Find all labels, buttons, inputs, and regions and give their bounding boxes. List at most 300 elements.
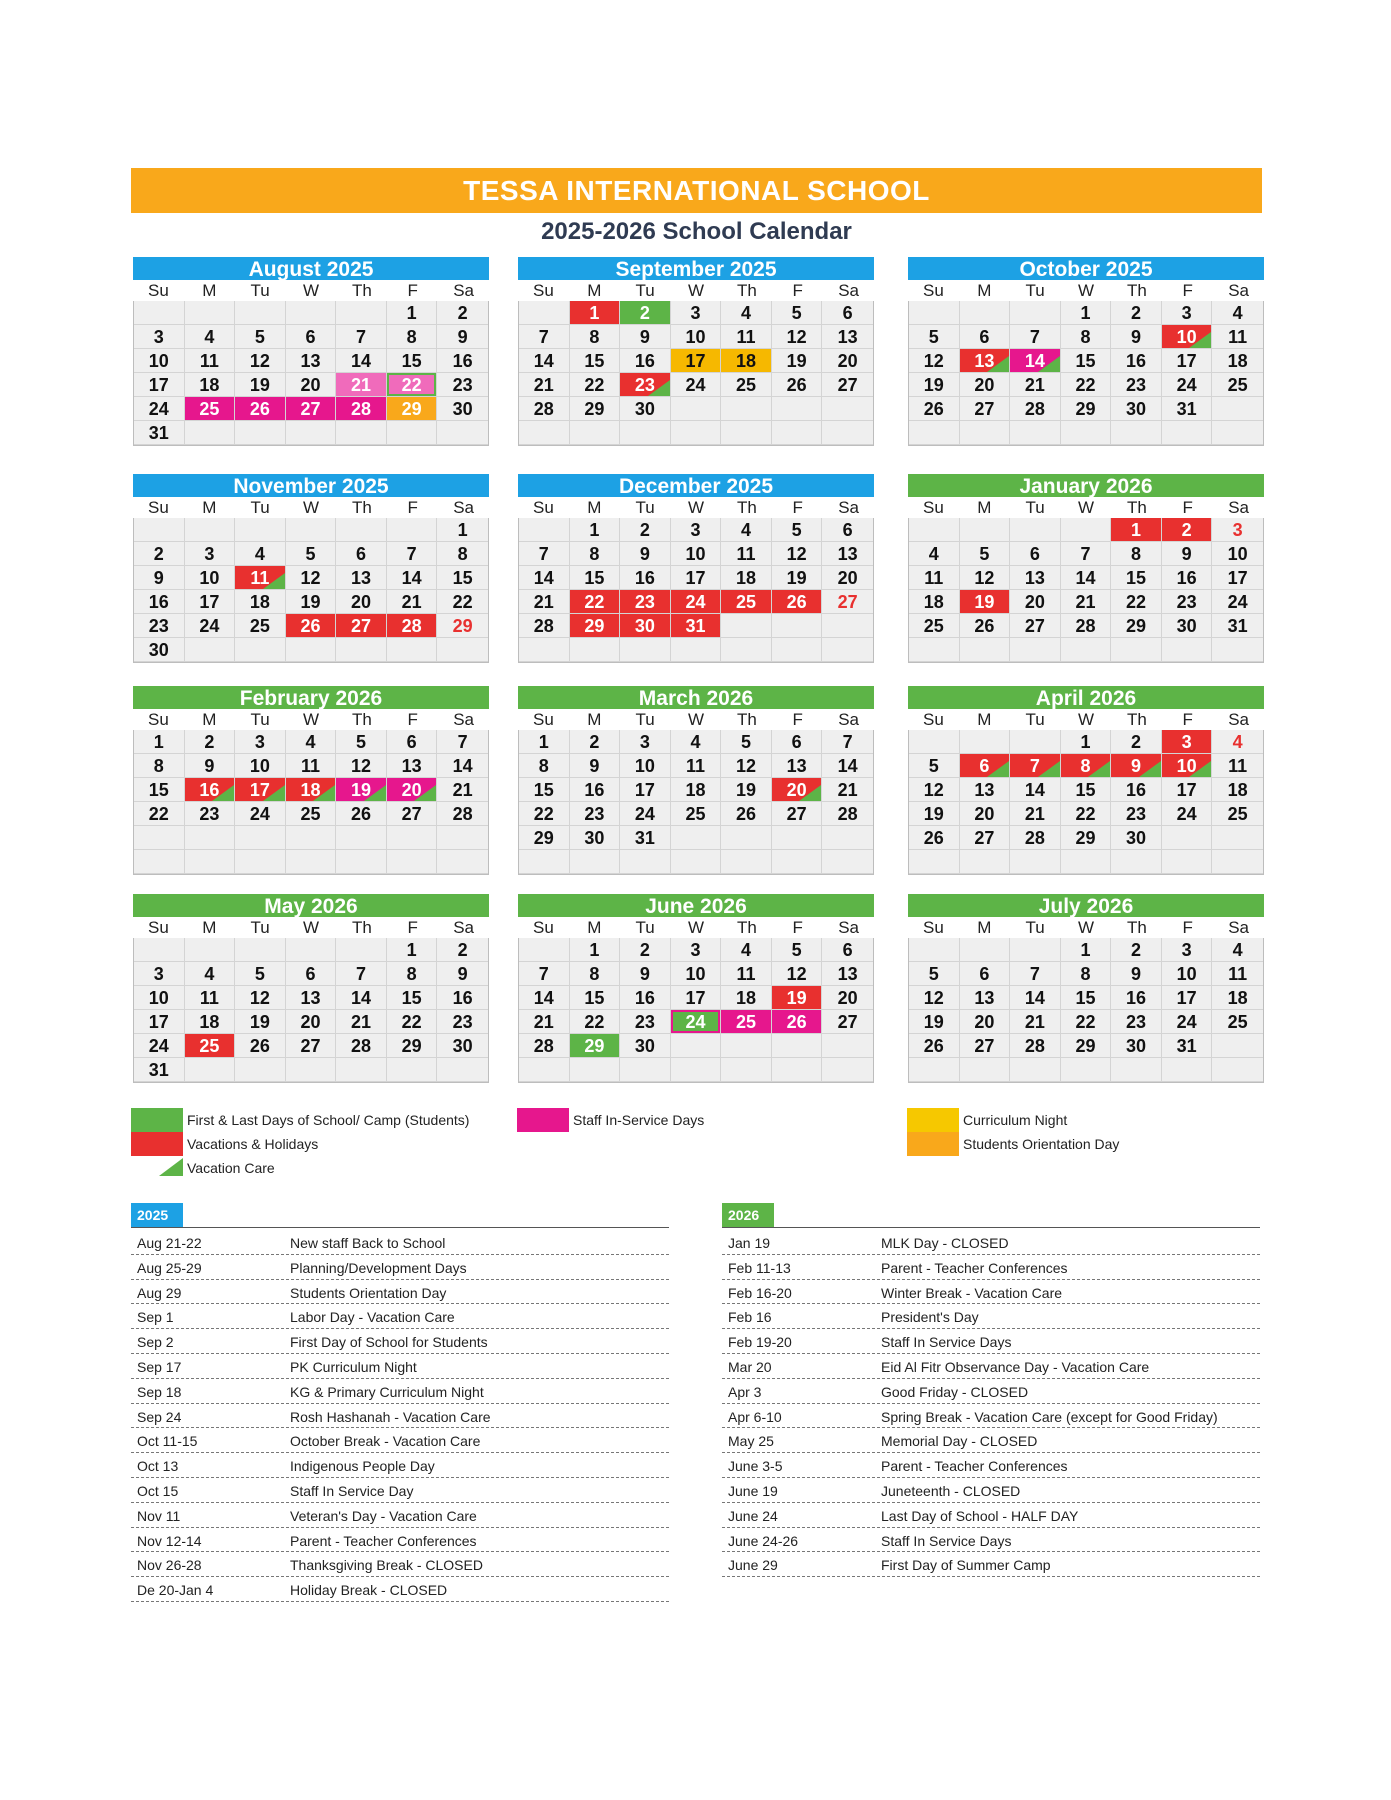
day-cell: 27 (772, 802, 823, 826)
event-row (722, 1379, 1260, 1404)
day-grid (518, 730, 874, 875)
day-cell: 21 (519, 590, 570, 614)
day-cell: 15 (134, 778, 185, 802)
legend-swatch-orientation (907, 1132, 959, 1156)
empty-cell (134, 518, 185, 542)
month-0 (133, 257, 489, 446)
day-cell: 7 (519, 325, 570, 349)
empty-cell (235, 301, 286, 325)
weekday-label: Sa (453, 710, 474, 729)
weekday-label: F (407, 281, 418, 300)
day-cell: 27 (822, 590, 873, 614)
day-cell: 26 (286, 614, 337, 638)
event-date: Apr 6-10 (728, 1408, 782, 1425)
legend-label-vacations: Vacations & Holidays (187, 1136, 319, 1152)
day-cell: 25 (721, 590, 772, 614)
day-cell: 19 (909, 802, 960, 826)
event-date: De 20-Jan 4 (137, 1582, 214, 1599)
day-cell: 5 (772, 518, 823, 542)
day-cell: 16 (620, 566, 671, 590)
day-cell: 14 (519, 349, 570, 373)
day-cell: 29 (570, 397, 621, 421)
empty-cell (185, 826, 236, 850)
day-cell: 18 (1212, 349, 1263, 373)
weekday-label: W (687, 498, 705, 517)
day-cell: 17 (671, 986, 722, 1010)
day-cell: 8 (570, 542, 621, 566)
day-cell: 14 (1010, 778, 1061, 802)
weekday-label: F (792, 281, 803, 300)
day-cell: 5 (235, 325, 286, 349)
day-cell: 27 (1010, 614, 1061, 638)
day-cell: 5 (721, 730, 772, 754)
day-cell: 17 (134, 1010, 185, 1034)
day-cell: 12 (909, 349, 960, 373)
day-cell: 28 (387, 614, 438, 638)
weekday-row (518, 917, 874, 938)
day-cell: 2 (437, 301, 488, 325)
day-cell: 8 (1061, 325, 1112, 349)
day-cell: 6 (822, 301, 873, 325)
day-cell: 16 (1111, 986, 1162, 1010)
day-cell: 7 (519, 542, 570, 566)
empty-cell (671, 826, 722, 850)
day-cell: 15 (570, 349, 621, 373)
day-cell: 16 (185, 778, 236, 802)
event-description: Good Friday - CLOSED (881, 1383, 1029, 1400)
day-cell: 12 (235, 986, 286, 1010)
day-cell: 28 (519, 614, 570, 638)
day-cell: 2 (620, 301, 671, 325)
empty-cell (286, 938, 337, 962)
day-cell: 19 (235, 373, 286, 397)
weekday-label: W (1077, 281, 1095, 300)
day-grid (908, 730, 1264, 875)
day-cell: 28 (1010, 1034, 1061, 1058)
empty-cell (960, 730, 1011, 754)
day-cell: 13 (387, 754, 438, 778)
empty-cell (1061, 1058, 1112, 1082)
empty-cell (286, 638, 337, 662)
event-row (722, 1354, 1260, 1379)
day-cell: 7 (336, 325, 387, 349)
empty-cell (1212, 1058, 1263, 1082)
event-date: June 24-26 (728, 1532, 799, 1549)
day-cell: 19 (909, 1010, 960, 1034)
month-title: May 2026 (133, 894, 489, 917)
day-cell: 3 (620, 730, 671, 754)
weekday-label: M (202, 281, 217, 300)
day-cell: 4 (671, 730, 722, 754)
legend-swatch-curriculum-night (907, 1108, 959, 1132)
day-cell: 9 (134, 566, 185, 590)
weekday-row (518, 280, 874, 301)
weekday-label: M (977, 710, 992, 729)
day-cell: 8 (1061, 962, 1112, 986)
empty-cell (721, 421, 772, 445)
event-date: May 25 (728, 1433, 774, 1450)
day-cell: 22 (570, 590, 621, 614)
empty-cell (519, 850, 570, 874)
day-cell: 18 (185, 1010, 236, 1034)
day-cell: 7 (437, 730, 488, 754)
day-cell: 22 (570, 373, 621, 397)
year-tag-2026: 2026 (722, 1203, 774, 1227)
empty-cell (822, 397, 873, 421)
weekday-row (908, 280, 1264, 301)
weekday-label: Tu (1025, 918, 1045, 937)
day-cell: 6 (336, 542, 387, 566)
day-cell: 15 (519, 778, 570, 802)
day-cell: 27 (960, 826, 1011, 850)
empty-cell (336, 850, 387, 874)
day-cell: 11 (1212, 325, 1263, 349)
day-cell: 1 (1111, 518, 1162, 542)
event-description: MLK Day - CLOSED (881, 1235, 1009, 1251)
event-date: Oct 11-15 (137, 1433, 198, 1450)
empty-cell (960, 1058, 1011, 1082)
empty-cell (336, 638, 387, 662)
empty-cell (772, 421, 823, 445)
empty-cell (1010, 730, 1061, 754)
day-cell: 20 (286, 373, 337, 397)
day-cell: 29 (1061, 1034, 1112, 1058)
day-cell: 30 (437, 397, 488, 421)
day-cell: 23 (620, 373, 671, 397)
day-cell: 27 (286, 1034, 337, 1058)
day-cell: 27 (960, 397, 1011, 421)
day-cell: 8 (134, 754, 185, 778)
weekday-label: Tu (1025, 710, 1045, 729)
day-cell: 11 (721, 325, 772, 349)
weekday-label: W (1077, 918, 1095, 937)
event-description: Staff In Service Days (881, 1334, 1012, 1351)
event-row (131, 1379, 669, 1404)
day-cell: 2 (185, 730, 236, 754)
day-cell: 3 (1212, 518, 1263, 542)
event-date: Sep 18 (137, 1383, 182, 1400)
day-cell: 26 (772, 1010, 823, 1034)
day-cell: 14 (519, 986, 570, 1010)
month-title: April 2026 (908, 686, 1264, 709)
day-cell: 5 (909, 325, 960, 349)
event-row (722, 1404, 1260, 1429)
empty-cell (772, 614, 823, 638)
day-cell: 9 (437, 962, 488, 986)
weekday-label: Sa (838, 918, 859, 937)
day-cell: 30 (1111, 397, 1162, 421)
day-cell: 10 (1162, 325, 1213, 349)
day-cell: 2 (437, 938, 488, 962)
day-cell: 26 (721, 802, 772, 826)
weekday-label: Th (736, 281, 757, 300)
day-cell: 26 (909, 397, 960, 421)
day-cell: 28 (519, 397, 570, 421)
empty-cell (134, 850, 185, 874)
day-cell: 15 (1061, 778, 1112, 802)
event-description: Staff In Service Days (881, 1532, 1012, 1549)
empty-cell (519, 638, 570, 662)
day-cell: 15 (437, 566, 488, 590)
day-cell: 3 (185, 542, 236, 566)
event-date: Feb 11-13 (728, 1259, 791, 1276)
legend-swatch-vacations (131, 1132, 183, 1156)
day-cell: 20 (822, 566, 873, 590)
weekday-label: Tu (250, 710, 270, 729)
day-cell: 6 (772, 730, 823, 754)
weekday-label: Sa (453, 918, 474, 937)
weekday-label: F (1182, 918, 1193, 937)
event-date: Sep 24 (137, 1408, 182, 1425)
empty-cell (960, 850, 1011, 874)
legend (131, 1108, 1262, 1188)
event-date: Apr 3 (728, 1383, 762, 1400)
day-cell: 19 (721, 778, 772, 802)
weekday-label: Tu (250, 498, 270, 517)
empty-cell (437, 850, 488, 874)
month-title: November 2025 (133, 474, 489, 497)
day-cell: 15 (387, 986, 438, 1010)
day-cell: 16 (1111, 778, 1162, 802)
weekday-label: M (977, 918, 992, 937)
event-row (722, 1304, 1260, 1329)
weekday-label: Su (533, 918, 554, 937)
weekday-label: Th (736, 918, 757, 937)
day-cell: 29 (387, 1034, 438, 1058)
day-cell: 13 (286, 986, 337, 1010)
event-description: Students Orientation Day (290, 1284, 447, 1301)
empty-cell (909, 638, 960, 662)
empty-cell (185, 1058, 236, 1082)
day-cell: 11 (1212, 754, 1263, 778)
empty-cell (286, 421, 337, 445)
day-cell: 19 (960, 590, 1011, 614)
day-cell: 13 (960, 778, 1011, 802)
day-cell: 3 (235, 730, 286, 754)
empty-cell (909, 1058, 960, 1082)
event-description: Parent - Teacher Conferences (290, 1532, 477, 1549)
day-cell: 6 (1010, 542, 1061, 566)
events-2025 (131, 1203, 669, 1602)
weekday-label: Sa (1228, 918, 1249, 937)
day-cell: 29 (387, 397, 438, 421)
month-title: September 2025 (518, 257, 874, 280)
day-grid (133, 301, 489, 446)
day-cell: 24 (1162, 373, 1213, 397)
legend-label-first-last: First & Last Days of School/ Camp (Students) (187, 1112, 470, 1128)
day-cell: 23 (620, 1010, 671, 1034)
events-2026 (722, 1203, 1260, 1577)
event-date: June 3-5 (728, 1458, 783, 1475)
weekday-row (133, 709, 489, 730)
day-cell: 13 (960, 986, 1011, 1010)
day-cell: 4 (721, 301, 772, 325)
day-cell: 31 (620, 826, 671, 850)
weekday-label: W (302, 710, 320, 729)
legend-label-orientation: Students Orientation Day (963, 1136, 1120, 1152)
day-grid (518, 938, 874, 1083)
event-description: Labor Day - Vacation Care (290, 1309, 455, 1326)
day-cell: 6 (822, 518, 873, 542)
event-description: Parent - Teacher Conferences (881, 1259, 1068, 1276)
day-cell: 21 (387, 590, 438, 614)
weekday-label: F (407, 498, 418, 517)
empty-cell (1061, 518, 1112, 542)
event-row (722, 1329, 1260, 1354)
event-description: Holiday Break - CLOSED (290, 1582, 448, 1599)
weekday-label: Su (148, 498, 169, 517)
day-cell: 26 (772, 590, 823, 614)
weekday-label: W (302, 281, 320, 300)
empty-cell (1010, 301, 1061, 325)
weekday-label: Th (1126, 281, 1147, 300)
event-row (722, 1230, 1260, 1255)
event-description: Last Day of School - HALF DAY (881, 1507, 1079, 1524)
day-cell: 11 (185, 986, 236, 1010)
day-cell: 19 (772, 986, 823, 1010)
day-cell: 7 (519, 962, 570, 986)
day-cell: 29 (1061, 397, 1112, 421)
day-cell: 15 (387, 349, 438, 373)
event-description: Parent - Teacher Conferences (881, 1458, 1068, 1475)
day-cell: 26 (772, 373, 823, 397)
day-cell: 24 (1212, 590, 1263, 614)
day-cell: 27 (336, 614, 387, 638)
weekday-label: W (1077, 710, 1095, 729)
day-cell: 19 (336, 778, 387, 802)
day-cell: 18 (286, 778, 337, 802)
day-cell: 12 (235, 349, 286, 373)
day-cell: 17 (620, 778, 671, 802)
empty-cell (1010, 1058, 1061, 1082)
empty-cell (134, 938, 185, 962)
empty-cell (1212, 1034, 1263, 1058)
empty-cell (1212, 826, 1263, 850)
day-cell: 26 (909, 826, 960, 850)
day-cell: 30 (620, 614, 671, 638)
empty-cell (620, 421, 671, 445)
empty-cell (960, 938, 1011, 962)
empty-cell (235, 1058, 286, 1082)
day-cell: 13 (822, 962, 873, 986)
empty-cell (336, 518, 387, 542)
day-cell: 9 (1162, 542, 1213, 566)
empty-cell (387, 638, 438, 662)
weekday-label: M (587, 918, 602, 937)
day-cell: 24 (671, 590, 722, 614)
day-cell: 1 (134, 730, 185, 754)
legend-label-staff-inservice: Staff In-Service Days (573, 1112, 705, 1128)
day-cell: 24 (134, 1034, 185, 1058)
day-cell: 21 (519, 373, 570, 397)
day-cell: 14 (336, 986, 387, 1010)
day-cell: 31 (134, 421, 185, 445)
day-cell: 13 (336, 566, 387, 590)
day-cell: 15 (570, 986, 621, 1010)
day-cell: 1 (570, 938, 621, 962)
day-cell: 26 (235, 397, 286, 421)
day-cell: 10 (671, 325, 722, 349)
day-cell: 8 (437, 542, 488, 566)
day-cell: 5 (960, 542, 1011, 566)
day-cell: 23 (185, 802, 236, 826)
empty-cell (909, 301, 960, 325)
month-10 (518, 894, 874, 1083)
day-cell: 27 (822, 1010, 873, 1034)
day-cell: 11 (671, 754, 722, 778)
event-row (722, 1478, 1260, 1503)
day-cell: 27 (387, 802, 438, 826)
day-cell: 25 (1212, 373, 1263, 397)
day-cell: 9 (620, 542, 671, 566)
day-cell: 5 (235, 962, 286, 986)
day-cell: 28 (1010, 826, 1061, 850)
empty-cell (1212, 638, 1263, 662)
day-cell: 17 (235, 778, 286, 802)
day-cell: 16 (134, 590, 185, 614)
month-title: December 2025 (518, 474, 874, 497)
weekday-label: Th (351, 710, 372, 729)
empty-cell (909, 850, 960, 874)
empty-cell (1162, 826, 1213, 850)
day-cell: 1 (519, 730, 570, 754)
day-cell: 10 (1212, 542, 1263, 566)
empty-cell (1111, 850, 1162, 874)
weekday-label: Su (923, 281, 944, 300)
empty-cell (185, 518, 236, 542)
day-cell: 20 (960, 373, 1011, 397)
day-cell: 26 (909, 1034, 960, 1058)
day-cell: 17 (671, 349, 722, 373)
day-grid (133, 938, 489, 1083)
weekday-label: F (1182, 281, 1193, 300)
legend-label-vacation-care: Vacation Care (187, 1160, 275, 1176)
legend-swatch-staff-inservice (517, 1108, 569, 1132)
day-cell: 7 (822, 730, 873, 754)
weekday-label: Th (1126, 498, 1147, 517)
day-cell: 9 (570, 754, 621, 778)
event-row (131, 1528, 669, 1553)
weekday-label: W (687, 710, 705, 729)
day-cell: 22 (519, 802, 570, 826)
month-title: June 2026 (518, 894, 874, 917)
weekday-label: W (302, 498, 320, 517)
day-cell: 20 (286, 1010, 337, 1034)
weekday-row (908, 497, 1264, 518)
empty-cell (960, 518, 1011, 542)
day-cell: 17 (134, 373, 185, 397)
event-row (131, 1304, 669, 1329)
event-description: Spring Break - Vacation Care (except for Good Friday) (881, 1408, 1218, 1425)
day-cell: 25 (185, 397, 236, 421)
weekday-label: M (977, 281, 992, 300)
day-cell: 6 (960, 754, 1011, 778)
day-cell: 26 (960, 614, 1011, 638)
day-cell: 8 (1111, 542, 1162, 566)
day-cell: 30 (620, 1034, 671, 1058)
day-cell: 22 (570, 1010, 621, 1034)
month-5 (908, 474, 1264, 663)
weekday-label: M (587, 281, 602, 300)
day-cell: 30 (437, 1034, 488, 1058)
day-cell: 30 (1162, 614, 1213, 638)
empty-cell (387, 1058, 438, 1082)
empty-cell (437, 826, 488, 850)
day-cell: 21 (437, 778, 488, 802)
event-row (131, 1329, 669, 1354)
day-cell: 20 (336, 590, 387, 614)
day-cell: 11 (286, 754, 337, 778)
